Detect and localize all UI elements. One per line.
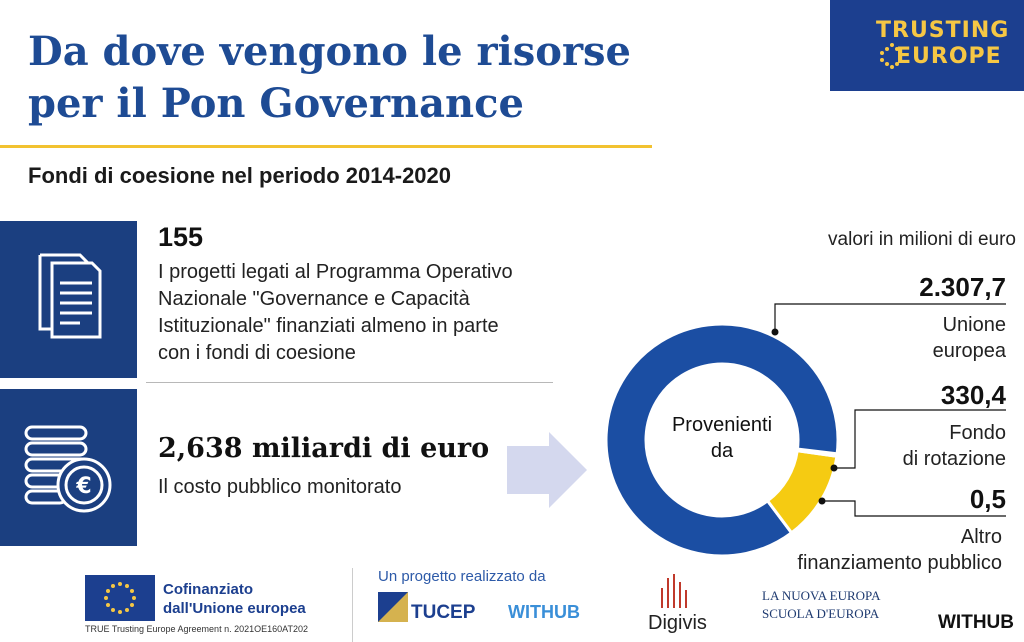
title-line-2: per il Pon Governance (28, 80, 524, 127)
withub-logo-2: WITHUB (938, 612, 1014, 633)
digivis-bars-icon (658, 574, 698, 608)
eu-flag-icon (85, 575, 155, 621)
nuova-europa-logo: LA NUOVA EUROPA (762, 588, 881, 603)
donut-center-label: Provenienti da (671, 414, 773, 462)
cost-description: Il costo pubblico monitorato (158, 476, 402, 498)
scuola-europa-logo: SCUOLA D'EUROPA (762, 606, 880, 621)
subtitle: Fondi di coesione nel periodo 2014-2020 (28, 163, 452, 188)
withub-logo: WITHUB (508, 602, 580, 622)
label-fondo-di-rotazione: Fondo di rotazione (902, 422, 1006, 470)
leader-dot-ue (772, 329, 779, 336)
project-by-label: Un progetto realizzato da (378, 568, 546, 585)
label-altro-finanziamento: Altro finanziamento pubblico (797, 526, 1002, 574)
agreement-text: TRUE Trusting Europe Agreement n. 2021OE160AT202 (85, 624, 308, 634)
projects-count: 155 (158, 222, 204, 252)
projects-description: I progetti legati al Programma Operativo Nazionale "Governance e Capacità Istituzionale" finanziati almeno in parte con i fondi di coesione (158, 261, 513, 364)
leader-dot-altro (819, 498, 826, 505)
title-line-1: Da dove vengono le risorse (28, 28, 631, 75)
svg-text:€: € (76, 474, 92, 499)
leader-dot-fondo (831, 465, 838, 472)
brand-wordmark: TRUSTING EUROPE (876, 18, 1010, 69)
digivis-logo: Digivis (648, 612, 707, 634)
cofinanced-text: Cofinanziato dall'Unione europea (163, 581, 306, 617)
tucep-logo: TUCEP (411, 602, 476, 623)
value-unione-europea: 2.307,7 (919, 272, 1006, 302)
value-altro-finanziamento: 0,5 (969, 484, 1006, 514)
label-unione-europea: Unione europea (932, 314, 1006, 362)
unit-note: valori in milioni di euro (828, 229, 1016, 250)
cost-value: 2,638 miliardi di euro (158, 433, 490, 464)
value-fondo-di-rotazione: 330,4 (940, 380, 1006, 410)
footer-divider (352, 568, 353, 642)
